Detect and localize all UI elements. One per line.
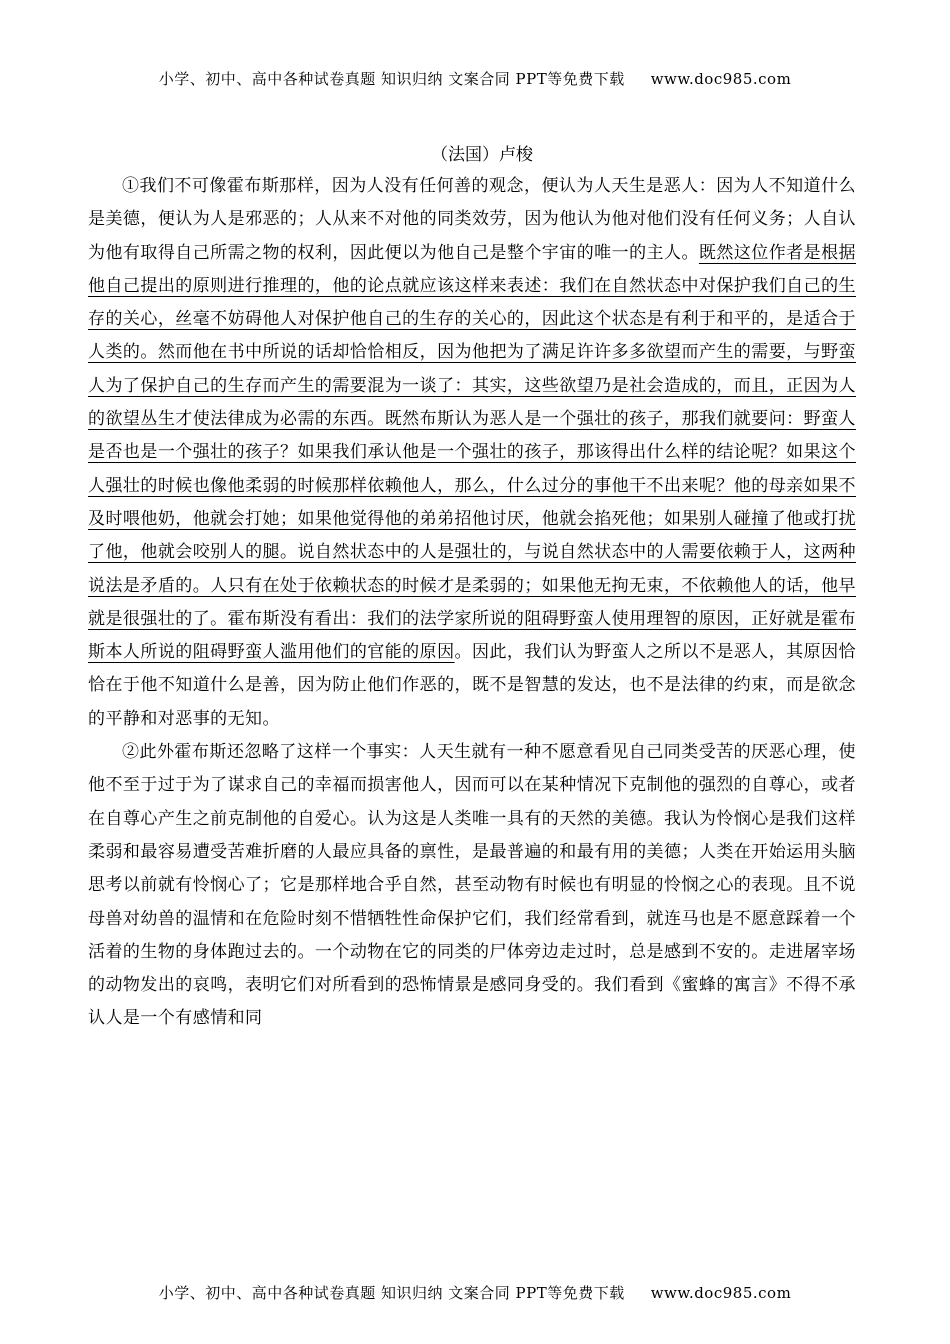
- footer-text: 小学、初中、高中各种试卷真题 知识归纳 文案合同 PPT等免费下载: [158, 1284, 625, 1302]
- paragraph-1: [88, 170, 856, 736]
- paragraph-2: ②此外霍布斯还忽略了这样一个事实：人天生就有一种不愿意看见自己同类受苦的厌恶心理，使他不至于过于为了谋求自己的幸福而损害他人，因而可以在某种情况下克制他的强烈的自尊心，或者在自尊心产生之前克制他的自爱心。认为这是人类唯一具有的天然的美德。我认为怜悯心是我们这样柔弱和最容易遭受苦难折磨的人最应具备的禀性，是最普遍的和最有用的美德；人类在开始运用头脑思考以前就有怜悯心了；它是那样地合乎自然，甚至动物有时候也有明显的怜悯之心的表现。且不说母兽对幼兽的温情和在危险时刻不惜牺牲性命保护它们，我们经常看到，就连马也是不愿意踩着一个活着的生物的身体跑过去的。一个动物在它的同类的尸体旁边走过时，总是感到不安的。走进屠宰场的动物发出的哀鸣，表明它们对所看到的恐怖情景是感同身受的。我们看到《蜜蜂的寓言》不得不承认人是一个有感情和同: [88, 742, 856, 1029]
- paragraph-1-underlined-passage: 既然这位作者是根据他自己提出的原则进行推理的，他的论点就应该这样来表述：我们在自然状态中对保护我们自己的生存的关心，丝毫不妨碍他人对保护他自己的生存的关心的，因此这个状态是有利于和平的，是适合于人类的。然而他在书中所说的话却恰恰相反，因为他把为了满足许许多多欲望而产生的需要，与野蛮人为了保护自己的生存而产生的需要混为一谈了：其实，这些欲望乃是社会造成的，而且，正因为人的欲望丛生才使法律成为必需的东西。既然布斯认为恶人是一个强壮的孩子，那我们就要问：野蛮人是否也是一个强壮的孩子？如果我们承认他是一个强壮的孩子，那该得出什么样的结论呢？如果这个人强壮的时候也像他柔弱的时候那样依赖他人，那么，什么过分的事他干不出来呢？他的母亲如果不及时喂他奶，他就会打她；如果他觉得他的弟弟招他讨厌，他就会掐死他；如果别人碰撞了他或打扰了他，他就会咬别人的腿。说自然状态中的人是强壮的，与说自然状态中的人需要依赖于人，这两种说法是矛盾的。人只有在处于依赖状态的时候才是柔弱的；如果他无拘无束，不依赖他人的话，他早就是很强壮的了。霍布斯没有看出：我们的法学家所说的阻碍野蛮人使用理智的原因，正好就是霍布斯本人所说的阻碍野蛮人滥用他们的官能的原因: [88, 242, 856, 663]
- paragraph-1-intro: ①我们不可像霍布斯那样，因为人没有任何善的观念，便认为人天生是恶人：因为人不知道什么是美德，便认为人是邪恶的；人从来不对他的同类效劳，因为他认为他对他们没有任何义务；人自认为他有取得自己所需之物的权利，因此便以为他自己是整个宇宙的唯一的主人。: [88, 176, 856, 263]
- paragraph-1-outro: 。因此，我们认为野蛮人之所以不是恶人，其原因恰恰在于他不知道什么是善，因为防止他们作恶的，既不是智慧的发达，也不是法律的约束，而是欲念的平静和对恶事的无知。: [88, 642, 856, 729]
- header-text: 小学、初中、高中各种试卷真题 知识归纳 文案合同 PPT等免费下载: [158, 70, 625, 88]
- footer-url[interactable]: www.doc985.com: [650, 1284, 792, 1302]
- page-header: [0, 68, 950, 89]
- author-byline: （法国）卢梭: [431, 145, 533, 165]
- article-body: [88, 142, 856, 1036]
- page-footer: [0, 1282, 950, 1303]
- header-url[interactable]: www.doc985.com: [650, 70, 792, 88]
